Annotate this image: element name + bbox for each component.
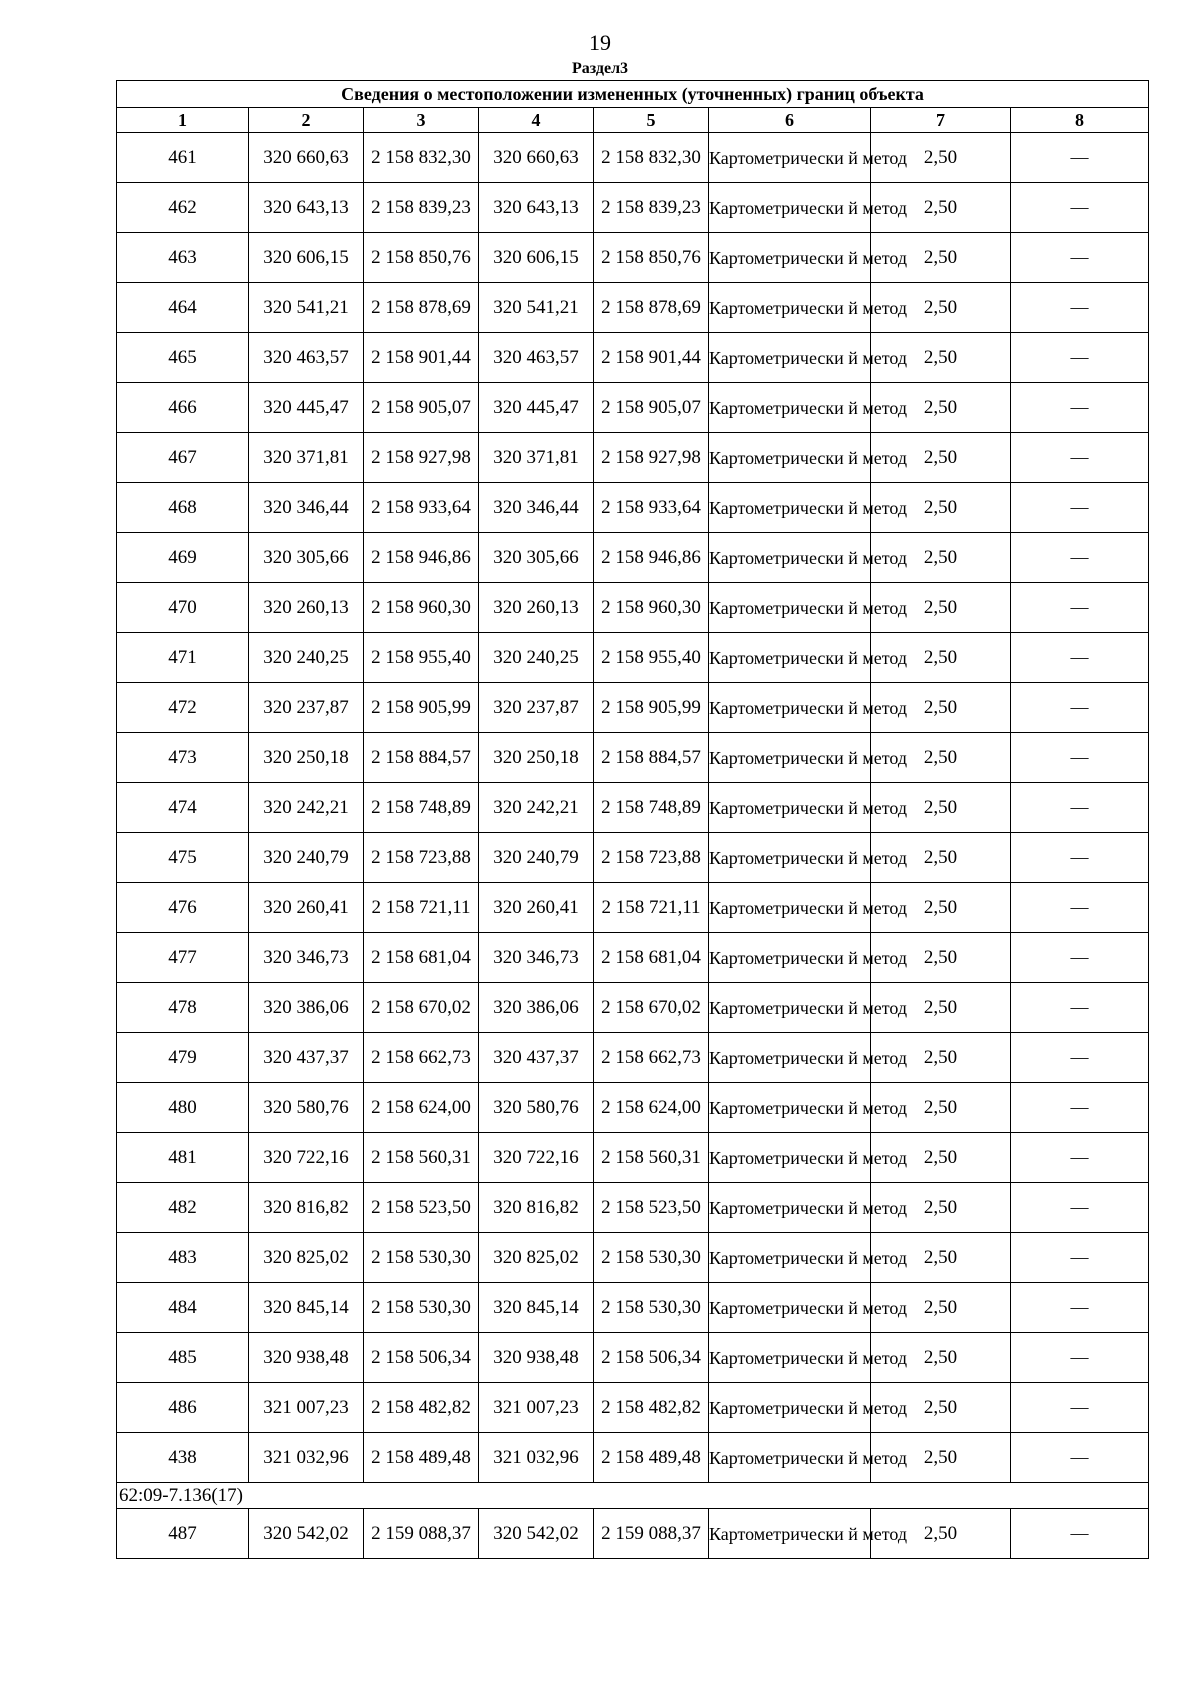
existing-x-cell: 321 032,96 [249,1433,364,1483]
note-cell: — [1011,933,1149,983]
existing-y-cell: 2 159 088,37 [364,1509,479,1559]
point-number-cell: 478 [117,983,249,1033]
refined-x-cell: 320 240,79 [479,833,594,883]
accuracy-cell: 2,50 [871,783,1011,833]
method-cell: Картометрически й метод [709,1183,871,1233]
refined-y-cell: 2 159 088,37 [594,1509,709,1559]
column-number: 7 [871,108,1011,133]
refined-x-cell: 320 260,13 [479,583,594,633]
table-row [117,1433,1149,1483]
note-cell: — [1011,1033,1149,1083]
table-row [117,683,1149,733]
point-number-cell: 464 [117,283,249,333]
existing-y-cell: 2 158 723,88 [364,833,479,883]
refined-x-cell: 320 722,16 [479,1133,594,1183]
table-row [117,1033,1149,1083]
table-row [117,133,1149,183]
note-cell: — [1011,683,1149,733]
point-number-cell: 466 [117,383,249,433]
note-cell: — [1011,233,1149,283]
point-number-cell: 461 [117,133,249,183]
refined-y-cell: 2 158 933,64 [594,483,709,533]
refined-y-cell: 2 158 723,88 [594,833,709,883]
method-cell: Картометрически й метод [709,883,871,933]
note-cell: — [1011,333,1149,383]
method-cell: Картометрически й метод [709,1033,871,1083]
refined-x-cell: 320 445,47 [479,383,594,433]
refined-x-cell: 321 032,96 [479,1433,594,1483]
note-cell: — [1011,1233,1149,1283]
point-number-cell: 484 [117,1283,249,1333]
table-row [117,883,1149,933]
refined-y-cell: 2 158 670,02 [594,983,709,1033]
refined-y-cell: 2 158 530,30 [594,1233,709,1283]
accuracy-cell: 2,50 [871,1283,1011,1333]
point-number-cell: 462 [117,183,249,233]
method-cell: Картометрически й метод [709,1233,871,1283]
group-label: 62:09-7.136(17) [117,1483,1149,1509]
column-numbers-row [117,108,1149,133]
refined-y-cell: 2 158 832,30 [594,133,709,183]
refined-x-cell: 320 541,21 [479,283,594,333]
note-cell: — [1011,1509,1149,1559]
section-label: Раздел3 [571,60,629,77]
refined-y-cell: 2 158 506,34 [594,1333,709,1383]
refined-x-cell: 320 643,13 [479,183,594,233]
method-cell: Картометрически й метод [709,683,871,733]
method-cell: Картометрически й метод [709,1433,871,1483]
method-cell: Картометрически й метод [709,1509,871,1559]
accuracy-cell: 2,50 [871,1383,1011,1433]
existing-y-cell: 2 158 884,57 [364,733,479,783]
point-number-cell: 485 [117,1333,249,1383]
point-number-cell: 463 [117,233,249,283]
existing-x-cell: 320 660,63 [249,133,364,183]
table-row [117,183,1149,233]
table-row [117,633,1149,683]
note-cell: — [1011,833,1149,883]
existing-y-cell: 2 158 850,76 [364,233,479,283]
point-number-cell: 470 [117,583,249,633]
existing-x-cell: 320 260,13 [249,583,364,633]
method-cell: Картометрически й метод [709,1083,871,1133]
table-row [117,933,1149,983]
accuracy-cell: 2,50 [871,383,1011,433]
note-cell: — [1011,183,1149,233]
note-cell: — [1011,633,1149,683]
refined-y-cell: 2 158 489,48 [594,1433,709,1483]
refined-x-cell: 320 237,87 [479,683,594,733]
accuracy-cell: 2,50 [871,483,1011,533]
method-cell: Картометрически й метод [709,1283,871,1333]
method-cell: Картометрически й метод [709,583,871,633]
refined-y-cell: 2 158 884,57 [594,733,709,783]
existing-x-cell: 320 240,25 [249,633,364,683]
refined-x-cell: 320 463,57 [479,333,594,383]
refined-y-cell: 2 158 523,50 [594,1183,709,1233]
method-cell: Картометрически й метод [709,783,871,833]
point-number-cell: 482 [117,1183,249,1233]
existing-x-cell: 320 240,79 [249,833,364,883]
accuracy-cell: 2,50 [871,583,1011,633]
point-number-cell: 438 [117,1433,249,1483]
note-cell: — [1011,1383,1149,1433]
existing-x-cell: 320 542,02 [249,1509,364,1559]
refined-x-cell: 320 346,73 [479,933,594,983]
table-row [117,433,1149,483]
existing-x-cell: 320 260,41 [249,883,364,933]
table-row [117,1333,1149,1383]
refined-x-cell: 320 437,37 [479,1033,594,1083]
existing-y-cell: 2 158 955,40 [364,633,479,683]
table-row [117,1233,1149,1283]
existing-y-cell: 2 158 506,34 [364,1333,479,1383]
method-cell: Картометрически й метод [709,1333,871,1383]
refined-x-cell: 320 240,25 [479,633,594,683]
existing-x-cell: 320 346,44 [249,483,364,533]
existing-y-cell: 2 158 489,48 [364,1433,479,1483]
point-number-cell: 480 [117,1083,249,1133]
refined-x-cell: 320 242,21 [479,783,594,833]
table-row [117,1133,1149,1183]
accuracy-cell: 2,50 [871,283,1011,333]
refined-y-cell: 2 158 721,11 [594,883,709,933]
existing-y-cell: 2 158 624,00 [364,1083,479,1133]
accuracy-cell: 2,50 [871,233,1011,283]
table-row [117,733,1149,783]
point-number-cell: 479 [117,1033,249,1083]
note-cell: — [1011,783,1149,833]
point-number-cell: 475 [117,833,249,883]
note-cell: — [1011,1083,1149,1133]
refined-x-cell: 320 305,66 [479,533,594,583]
refined-y-cell: 2 158 560,31 [594,1133,709,1183]
table-row [117,1183,1149,1233]
note-cell: — [1011,433,1149,483]
accuracy-cell: 2,50 [871,1433,1011,1483]
method-cell: Картометрически й метод [709,283,871,333]
refined-x-cell: 320 371,81 [479,433,594,483]
existing-x-cell: 320 463,57 [249,333,364,383]
existing-x-cell: 320 845,14 [249,1283,364,1333]
refined-y-cell: 2 158 748,89 [594,783,709,833]
method-cell: Картометрически й метод [709,133,871,183]
method-cell: Картометрически й метод [709,183,871,233]
accuracy-cell: 2,50 [871,733,1011,783]
table-row [117,233,1149,283]
existing-y-cell: 2 158 933,64 [364,483,479,533]
point-number-cell: 473 [117,733,249,783]
existing-y-cell: 2 158 530,30 [364,1233,479,1283]
refined-x-cell: 320 386,06 [479,983,594,1033]
existing-y-cell: 2 158 832,30 [364,133,479,183]
existing-y-cell: 2 158 482,82 [364,1383,479,1433]
coordinates-table [116,80,1149,1559]
accuracy-cell: 2,50 [871,883,1011,933]
note-cell: — [1011,483,1149,533]
refined-y-cell: 2 158 905,99 [594,683,709,733]
table-row [117,283,1149,333]
existing-x-cell: 320 237,87 [249,683,364,733]
existing-x-cell: 320 606,15 [249,233,364,283]
refined-x-cell: 320 938,48 [479,1333,594,1383]
note-cell: — [1011,1333,1149,1383]
existing-y-cell: 2 158 905,99 [364,683,479,733]
point-number-cell: 487 [117,1509,249,1559]
existing-x-cell: 320 580,76 [249,1083,364,1133]
method-cell: Картометрически й метод [709,983,871,1033]
existing-x-cell: 320 305,66 [249,533,364,583]
existing-y-cell: 2 158 927,98 [364,433,479,483]
refined-x-cell: 321 007,23 [479,1383,594,1433]
refined-y-cell: 2 158 878,69 [594,283,709,333]
accuracy-cell: 2,50 [871,1033,1011,1083]
refined-x-cell: 320 260,41 [479,883,594,933]
point-number-cell: 476 [117,883,249,933]
point-number-cell: 465 [117,333,249,383]
point-number-cell: 486 [117,1383,249,1433]
table-row [117,1283,1149,1333]
method-cell: Картометрически й метод [709,1133,871,1183]
method-cell: Картометрически й метод [709,433,871,483]
table-row [117,783,1149,833]
existing-x-cell: 320 242,21 [249,783,364,833]
refined-y-cell: 2 158 681,04 [594,933,709,983]
point-number-cell: 477 [117,933,249,983]
accuracy-cell: 2,50 [871,183,1011,233]
existing-y-cell: 2 158 901,44 [364,333,479,383]
table-row [117,533,1149,583]
accuracy-cell: 2,50 [871,983,1011,1033]
refined-x-cell: 320 580,76 [479,1083,594,1133]
refined-x-cell: 320 660,63 [479,133,594,183]
method-cell: Картометрически й метод [709,383,871,433]
point-number-cell: 468 [117,483,249,533]
column-number: 6 [709,108,871,133]
existing-x-cell: 320 643,13 [249,183,364,233]
table-body [117,81,1149,1559]
refined-x-cell: 320 816,82 [479,1183,594,1233]
existing-x-cell: 320 371,81 [249,433,364,483]
existing-x-cell: 320 938,48 [249,1333,364,1383]
page-number: 19 [589,30,611,55]
refined-y-cell: 2 158 839,23 [594,183,709,233]
refined-y-cell: 2 158 901,44 [594,333,709,383]
existing-x-cell: 320 541,21 [249,283,364,333]
refined-y-cell: 2 158 905,07 [594,383,709,433]
table-row [117,983,1149,1033]
accuracy-cell: 2,50 [871,133,1011,183]
method-cell: Картометрически й метод [709,933,871,983]
existing-y-cell: 2 158 681,04 [364,933,479,983]
note-cell: — [1011,1283,1149,1333]
existing-x-cell: 320 386,06 [249,983,364,1033]
method-cell: Картометрически й метод [709,633,871,683]
note-cell: — [1011,983,1149,1033]
refined-y-cell: 2 158 946,86 [594,533,709,583]
accuracy-cell: 2,50 [871,533,1011,583]
refined-y-cell: 2 158 662,73 [594,1033,709,1083]
point-number-cell: 483 [117,1233,249,1283]
accuracy-cell: 2,50 [871,333,1011,383]
refined-y-cell: 2 158 482,82 [594,1383,709,1433]
column-number: 4 [479,108,594,133]
existing-x-cell: 320 346,73 [249,933,364,983]
table-title: Сведения о местоположении измененных (уточненных) границ объекта [117,81,1149,108]
note-cell: — [1011,133,1149,183]
accuracy-cell: 2,50 [871,633,1011,683]
table-row [117,1083,1149,1133]
existing-y-cell: 2 158 721,11 [364,883,479,933]
column-number: 3 [364,108,479,133]
existing-y-cell: 2 158 878,69 [364,283,479,333]
method-cell: Картометрически й метод [709,833,871,883]
point-number-cell: 471 [117,633,249,683]
method-cell: Картометрически й метод [709,533,871,583]
existing-y-cell: 2 158 905,07 [364,383,479,433]
existing-y-cell: 2 158 960,30 [364,583,479,633]
accuracy-cell: 2,50 [871,1133,1011,1183]
refined-x-cell: 320 542,02 [479,1509,594,1559]
method-cell: Картометрически й метод [709,1383,871,1433]
table-row [117,383,1149,433]
note-cell: — [1011,1133,1149,1183]
existing-x-cell: 320 722,16 [249,1133,364,1183]
existing-y-cell: 2 158 839,23 [364,183,479,233]
note-cell: — [1011,1183,1149,1233]
method-cell: Картометрически й метод [709,483,871,533]
existing-x-cell: 320 250,18 [249,733,364,783]
existing-x-cell: 320 445,47 [249,383,364,433]
note-cell: — [1011,583,1149,633]
refined-y-cell: 2 158 955,40 [594,633,709,683]
note-cell: — [1011,283,1149,333]
table-row [117,1383,1149,1433]
refined-x-cell: 320 346,44 [479,483,594,533]
refined-y-cell: 2 158 960,30 [594,583,709,633]
accuracy-cell: 2,50 [871,833,1011,883]
existing-x-cell: 320 816,82 [249,1183,364,1233]
table-row [117,833,1149,883]
existing-y-cell: 2 158 946,86 [364,533,479,583]
note-cell: — [1011,733,1149,783]
point-number-cell: 467 [117,433,249,483]
column-number: 2 [249,108,364,133]
note-cell: — [1011,533,1149,583]
accuracy-cell: 2,50 [871,1509,1011,1559]
existing-x-cell: 320 825,02 [249,1233,364,1283]
refined-x-cell: 320 825,02 [479,1233,594,1283]
existing-y-cell: 2 158 530,30 [364,1283,479,1333]
point-number-cell: 481 [117,1133,249,1183]
table-row [117,333,1149,383]
accuracy-cell: 2,50 [871,683,1011,733]
accuracy-cell: 2,50 [871,1083,1011,1133]
existing-y-cell: 2 158 748,89 [364,783,479,833]
table-title-row [117,81,1149,108]
column-number: 1 [117,108,249,133]
refined-x-cell: 320 250,18 [479,733,594,783]
refined-y-cell: 2 158 850,76 [594,233,709,283]
group-row [117,1483,1149,1509]
method-cell: Картометрически й метод [709,233,871,283]
existing-x-cell: 320 437,37 [249,1033,364,1083]
point-number-cell: 472 [117,683,249,733]
existing-y-cell: 2 158 560,31 [364,1133,479,1183]
refined-x-cell: 320 606,15 [479,233,594,283]
column-number: 8 [1011,108,1149,133]
method-cell: Картометрически й метод [709,333,871,383]
note-cell: — [1011,1433,1149,1483]
table-row [117,583,1149,633]
refined-x-cell: 320 845,14 [479,1283,594,1333]
existing-y-cell: 2 158 670,02 [364,983,479,1033]
accuracy-cell: 2,50 [871,433,1011,483]
accuracy-cell: 2,50 [871,933,1011,983]
existing-y-cell: 2 158 662,73 [364,1033,479,1083]
accuracy-cell: 2,50 [871,1183,1011,1233]
note-cell: — [1011,383,1149,433]
point-number-cell: 474 [117,783,249,833]
accuracy-cell: 2,50 [871,1333,1011,1383]
refined-y-cell: 2 158 624,00 [594,1083,709,1133]
existing-x-cell: 321 007,23 [249,1383,364,1433]
refined-y-cell: 2 158 927,98 [594,433,709,483]
point-number-cell: 469 [117,533,249,583]
refined-y-cell: 2 158 530,30 [594,1283,709,1333]
existing-y-cell: 2 158 523,50 [364,1183,479,1233]
method-cell: Картометрически й метод [709,733,871,783]
accuracy-cell: 2,50 [871,1233,1011,1283]
table-row [117,1509,1149,1559]
column-number: 5 [594,108,709,133]
table-row [117,483,1149,533]
note-cell: — [1011,883,1149,933]
